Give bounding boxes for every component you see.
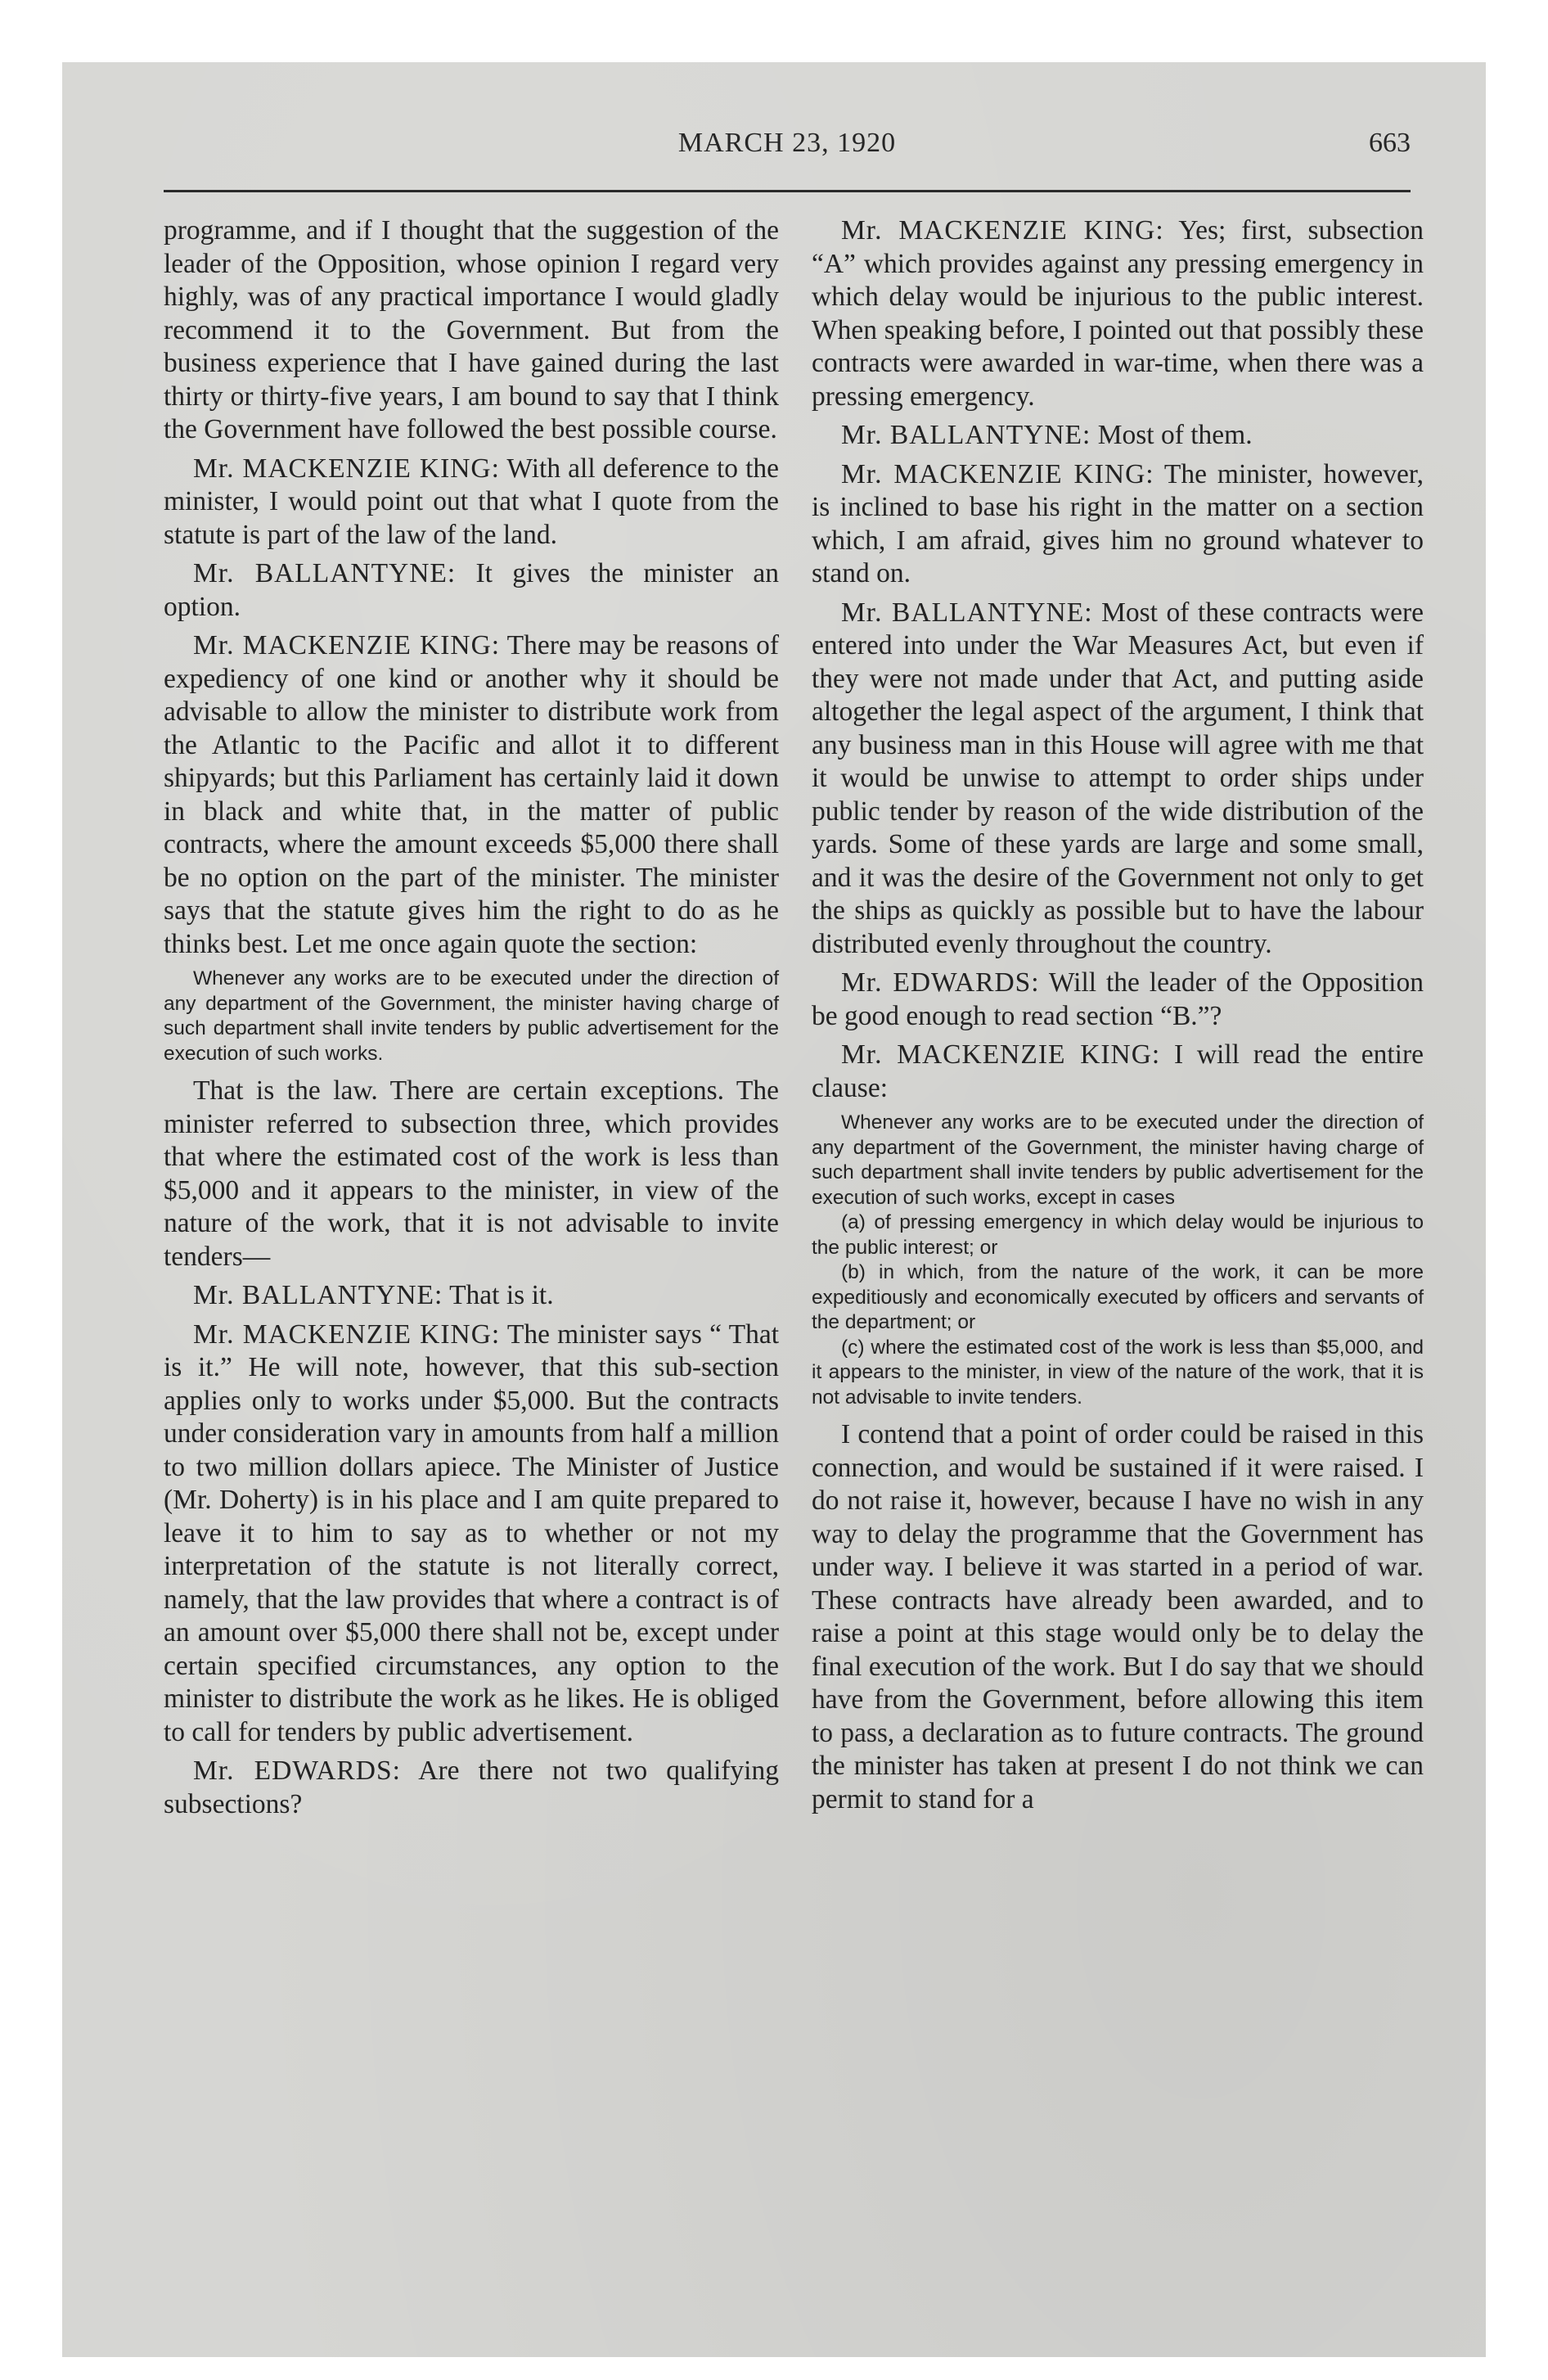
paragraph [812, 597, 1424, 962]
quote-clause-b: (b) in which, from the nature of the work, it can be more expeditiously and economically executed by officers and servants of the department; or [812, 1261, 1424, 1333]
speaker-name: Mr. BALLANTYNE: [193, 558, 457, 588]
quote-clause-c: (c) where the estimated cost of the work is less than $5,000, and it appears to the minister, in view of the nature of the work, that it is not advisable to invite tenders. [812, 1336, 1424, 1409]
paragraph [164, 1755, 779, 1821]
page-date: MARCH 23, 1920 [677, 128, 897, 158]
speaker-name: Mr. MACKENZIE KING: [193, 630, 501, 660]
paragraph [164, 1318, 779, 1750]
speaker-name: Mr. MACKENZIE KING: [193, 1318, 501, 1350]
speaker-name: Mr. BALLANTYNE: [193, 1280, 443, 1310]
paragraph-text: The minister says “ That is it.” He will note, however, that this sub-section applies only to works under $5,000. But the contracts under consideration vary in amounts from half a million to two million dollars apiece. The Minister of Justice (Mr. Doherty) is in his place and I am quite prepared to leave it to him to say as to whether or not my interpretation of the statute is not literally correct, namely, that the law provides that where a contract is of an amount over $5,000 there shall not be, except under certain specified circumstances, any option to the minister to distribute the work as he likes. He is obliged to call for tenders by public advertisement. [164, 1318, 779, 1747]
paragraph-text: I will read the entire clause: [812, 1039, 1424, 1103]
paragraph-text: Most of these contracts were entered into under the War Measures Act, but even if they were not made under that Act, and putting aside altogether the legal aspect of the argument, I think that any business man in this House will agree with me that it would be unwise to attempt to order ships under public tender by reason of the wide distribution of the yards. Some of these yards are large and some small, and it was the desire of the Government not only to get the ships as quickly as possible but to have the labour distributed evenly throughout the country. [812, 597, 1424, 959]
speaker-name: Mr. MACKENZIE KING: [841, 215, 1164, 246]
paragraph-text: Will the leader of the Opposition be good enough to read section “B.”? [812, 967, 1424, 1031]
paragraph [812, 967, 1424, 1033]
paragraph [164, 557, 779, 624]
quote-clause-a: (a) of pressing emergency in which delay would be injurious to the public interest; or [812, 1211, 1424, 1259]
paragraph-text: With all deference to the minister, I would point out that what I quote from the statute is part of the law of the land. [164, 453, 780, 550]
paragraph-text: Are there not two qualifying subsections? [164, 1756, 779, 1819]
paragraph-text: That is it. [449, 1280, 554, 1310]
paragraph-text: There may be reasons of expediency of one kind or another why it should be advisable to allow the minister to distribute work from the Atlantic to the Pacific and allot it to different shipyards; but this Parliament has certainly laid it down in black and white that, in the matter of public contracts, where the amount exceeds $5,000 there shall be no option on the part of the minister. The minister says that the statute gives him the right to do as he thinks best. Let me once again quote the section: [164, 630, 779, 959]
speaker-name: Mr. EDWARDS: [193, 1756, 401, 1786]
speaker-name: Mr. MACKENZIE KING: [841, 1039, 1161, 1070]
paragraph-text: I contend that a point of order could be raised in this connection, and would be sustained if it were raised. I do not raise it, however, because I have no wish in any way to delay the programme that the Government has under way. I believe it was started in a period of war. These contracts have already been awarded, and to raise a point at this stage would only be to delay the final execution of the work. But I do say that we should have from the Government, before allowing this item to pass, a declaration as to future contracts. The ground the minister has taken at present I do not think we can permit to stand for a [812, 1419, 1424, 1814]
paragraph [812, 419, 1424, 453]
paragraph-text: programme, and if I thought that the suggestion of the leader of the Opposition, whose opinion I regard very highly, was of any practical importance I would gladly recommend it to the Government. But from the business experience that I have gained during the last thirty or thirty-five years, I am bound to say that I think the Government have followed the best possible course. [164, 215, 779, 444]
paragraph [812, 458, 1424, 591]
statute-quote [812, 1111, 1424, 1410]
paragraph [164, 1279, 779, 1313]
paragraph-text: The minister, however, is inclined to base his right in the matter on a section which, I am afraid, gives him no ground whatever to stand on. [812, 458, 1424, 588]
paragraph [812, 1418, 1424, 1816]
speaker-name: Mr. MACKENZIE KING: [841, 458, 1154, 489]
speaker-name: Mr. MACKENZIE KING: [193, 453, 500, 484]
paragraph [812, 214, 1424, 413]
paragraph-text: Yes; first, subsection “A” which provides against any pressing emergency in which delay would be injurious to the public interest. When speaking before, I pointed out that possibly these contracts were awarded in war-time, when there was a pressing emergency. [812, 215, 1424, 412]
header-rule [164, 190, 1411, 192]
paragraph-text: Most of them. [1097, 420, 1253, 450]
page-header [164, 121, 1411, 170]
paragraph-text: That is the law. There are certain exceptions. The minister referred to subsection three, which provides that where the estimated cost of the work is less than $5,000 and it appears to the minister, in view of the nature of the work, that it is not advisable to invite tenders— [164, 1075, 779, 1272]
quote-text: Whenever any works are to be executed under the direction of any department of the Government, the minister having charge of such department shall invite tenders by public advertisement for the execution of such works. [164, 967, 779, 1065]
right-column [812, 214, 1424, 1822]
statute-quote [164, 967, 779, 1066]
speaker-name: Mr. EDWARDS: [841, 967, 1040, 998]
paragraph-text: It gives the minister an option. [164, 558, 780, 622]
paragraph [164, 214, 779, 447]
paragraph [164, 629, 779, 961]
speaker-name: Mr. BALLANTYNE: [841, 420, 1091, 450]
page-number: 663 [1369, 128, 1411, 158]
paragraph [812, 1039, 1424, 1105]
left-column [164, 214, 779, 1827]
speaker-name: Mr. BALLANTYNE: [841, 597, 1093, 628]
paragraph [164, 1075, 779, 1273]
quote-text: Whenever any works are to be executed under the direction of any department of the Government, the minister having charge of such department shall invite tenders by public advertisement for the execution of such works, except in cases [812, 1111, 1424, 1209]
paragraph [164, 453, 779, 552]
